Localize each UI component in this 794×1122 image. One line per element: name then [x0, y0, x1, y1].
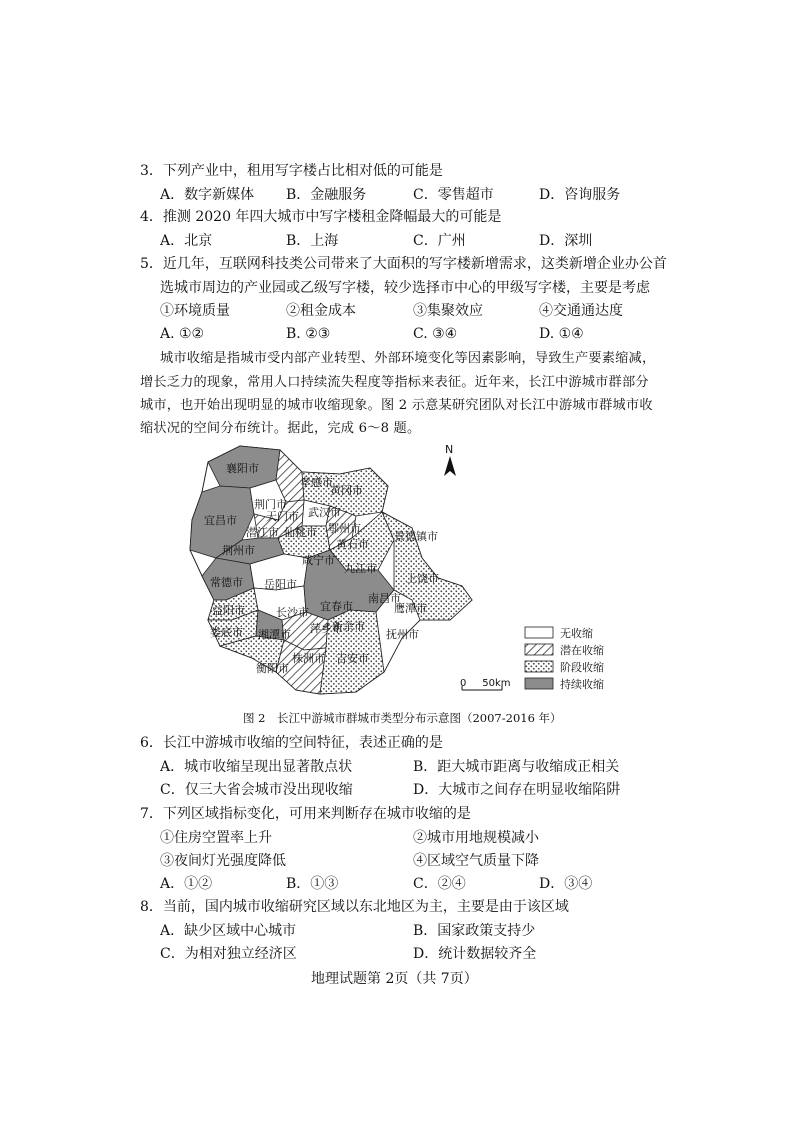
passage-line-3: 城市，也开始出现明显的城市收缩现象。图 2 示意某研究团队对长江中游城市群城市收 [140, 398, 653, 413]
page-footer: 地理试题第 2页（共 7页） [311, 971, 478, 987]
label-xiangyang: 襄阳市 [226, 462, 259, 475]
legend-swatch-persistent [525, 678, 553, 689]
label-changsha: 长沙市 [276, 606, 309, 619]
label-qianjiang: 潜江市 [246, 526, 279, 539]
label-jingzhou: 荆州市 [222, 544, 255, 557]
label-xianning: 咸宁市 [302, 554, 335, 567]
q7-option-c: C．②④ [413, 876, 466, 892]
passage-line-2: 增长乏力的现象，常用人口持续流失程度等指标来表征。近年来，长江中游城市群部分 [140, 375, 649, 390]
label-huanggang: 黄冈市 [330, 484, 363, 497]
scale-bar [460, 678, 511, 690]
q5-option-d: D. ①④ [539, 326, 584, 342]
q7-item-2: ②城市用地规模减小 [413, 830, 539, 846]
q5-item-3: ③集聚效应 [413, 303, 483, 319]
label-shangrao: 上饶市 [406, 572, 439, 585]
q3-option-b: B．金融服务 [286, 187, 367, 203]
q5-item-1: ①环境质量 [160, 303, 230, 319]
q8-option-a: A．缺少区域中心城市 [160, 923, 297, 939]
label-zhuzhou: 株洲市 [292, 652, 325, 665]
q3-option-c: C．零售超市 [413, 187, 494, 203]
q6-stem: 6．长江中游城市收缩的空间特征，表述正确的是 [140, 735, 443, 751]
q3-option-d: D．咨询服务 [539, 187, 621, 203]
label-yingtan: 鹰潭市 [394, 602, 427, 615]
q7-option-b: B．①③ [286, 876, 339, 892]
q7-option-a: A．①② [160, 876, 213, 892]
q3-option-a: A．数字新媒体 [160, 187, 255, 203]
north-label: N [445, 443, 454, 456]
q5-stem-line2: 选城市周边的产业园或乙级写字楼，较少选择市中心的甲级写字楼，主要是考虑 [160, 280, 650, 296]
legend-swatch-none [525, 627, 553, 638]
q5-item-2: ②租金成本 [286, 303, 356, 319]
label-yueyang: 岳阳市 [264, 578, 297, 591]
north-arrow-icon [444, 443, 456, 476]
label-jingdezhen: 景德镇市 [394, 530, 438, 543]
q4-stem: 4．推测 2020 年四大城市中写字楼租金降幅最大的可能是 [140, 209, 502, 225]
q8-stem: 8．当前，国内城市收缩研究区域以东北地区为主，主要是由于该区域 [140, 899, 569, 915]
legend-stage: 阶段收缩 [560, 661, 604, 674]
legend-swatch-stage [525, 661, 553, 672]
legend-persistent: 持续收缩 [560, 678, 604, 691]
label-xiaogan: 孝感市 [300, 476, 333, 489]
label-jingmen: 荆门市 [254, 498, 287, 511]
label-yichun: 宜春市 [320, 600, 353, 613]
legend-none: 无收缩 [560, 627, 593, 640]
q5-stem-line1: 5．近几年，互联网科技类公司带来了大面积的写字楼新增需求，这类新增企业办公首 [140, 256, 667, 272]
passage-line-1: 城市收缩是指城市受内部产业转型、外部环境变化等因素影响，导致生产要素缩减， [160, 351, 656, 366]
label-pingxiang: 萍乡市 [310, 622, 343, 635]
q8-option-b: B．国家政策支持少 [413, 923, 536, 939]
q5-item-4: ④交通通达度 [539, 303, 623, 319]
label-xiangtan: 湘潭市 [258, 628, 291, 641]
label-xiantao: 仙桃市 [284, 526, 317, 539]
q3-stem: 3．下列产业中，租用写字楼占比相对低的可能是 [140, 163, 443, 179]
label-wuhan: 武汉市 [308, 506, 341, 519]
q8-option-c: C．为相对独立经济区 [160, 946, 297, 962]
label-yichang: 宜昌市 [204, 514, 237, 527]
legend-potential: 潜在收缩 [560, 644, 604, 657]
scale-label: 0 50km [460, 678, 511, 689]
label-nanchang: 南昌市 [368, 592, 401, 605]
label-xinyu: 新余市 [332, 620, 365, 633]
label-jian: 吉安市 [336, 652, 369, 665]
q7-item-1: ①住房空置率上升 [160, 830, 272, 846]
q4-option-a: A．北京 [160, 233, 213, 249]
q5-option-c: C. ③④ [413, 326, 458, 342]
q4-option-b: B．上海 [286, 233, 339, 249]
label-yiyang: 益阳市 [212, 604, 245, 617]
label-loudi: 娄底市 [210, 626, 243, 639]
label-changde: 常德市 [210, 576, 243, 589]
q4-option-c: C．广州 [413, 233, 466, 249]
q6-option-a: A．城市收缩呈现出显著散点状 [160, 759, 353, 775]
q7-item-4: ④区域空气质量下降 [413, 853, 539, 869]
q7-option-d: D．③④ [539, 876, 593, 892]
label-hengyang: 衡阳市 [256, 662, 289, 675]
passage-line-4: 缩状况的空间分布统计。据此，完成 6～8 题。 [140, 421, 421, 436]
label-fuzhou: 抚州市 [386, 628, 419, 641]
label-tianmen: 天门市 [266, 510, 299, 523]
q6-option-d: D．大城市之间存在明显收缩陷阱 [413, 782, 621, 798]
figure-caption: 图 2 长江中游城市群城市类型分布示意图（2007-2016 年） [243, 711, 562, 725]
q5-option-b: B. ②③ [286, 326, 331, 342]
q7-item-3: ③夜间灯光强度降低 [160, 853, 286, 869]
q6-option-c: C．仅三大省会城市没出现收缩 [160, 782, 353, 798]
legend-swatch-potential [525, 644, 553, 655]
q8-option-d: D．统计数据较齐全 [413, 946, 537, 962]
q5-option-a: A. ①② [160, 326, 205, 342]
label-jiujiang: 九江市 [344, 562, 377, 575]
city-shrinkage-map [180, 440, 640, 702]
map-legend [525, 626, 604, 691]
q6-option-b: B．距大城市距离与收缩成正相关 [413, 759, 620, 775]
label-ezhou: 鄂州市 [328, 522, 361, 535]
q7-stem: 7．下列区域指标变化，可用来判断存在城市收缩的是 [140, 806, 471, 822]
label-huangshi: 黄石市 [336, 538, 369, 551]
q4-option-d: D．深圳 [539, 233, 593, 249]
